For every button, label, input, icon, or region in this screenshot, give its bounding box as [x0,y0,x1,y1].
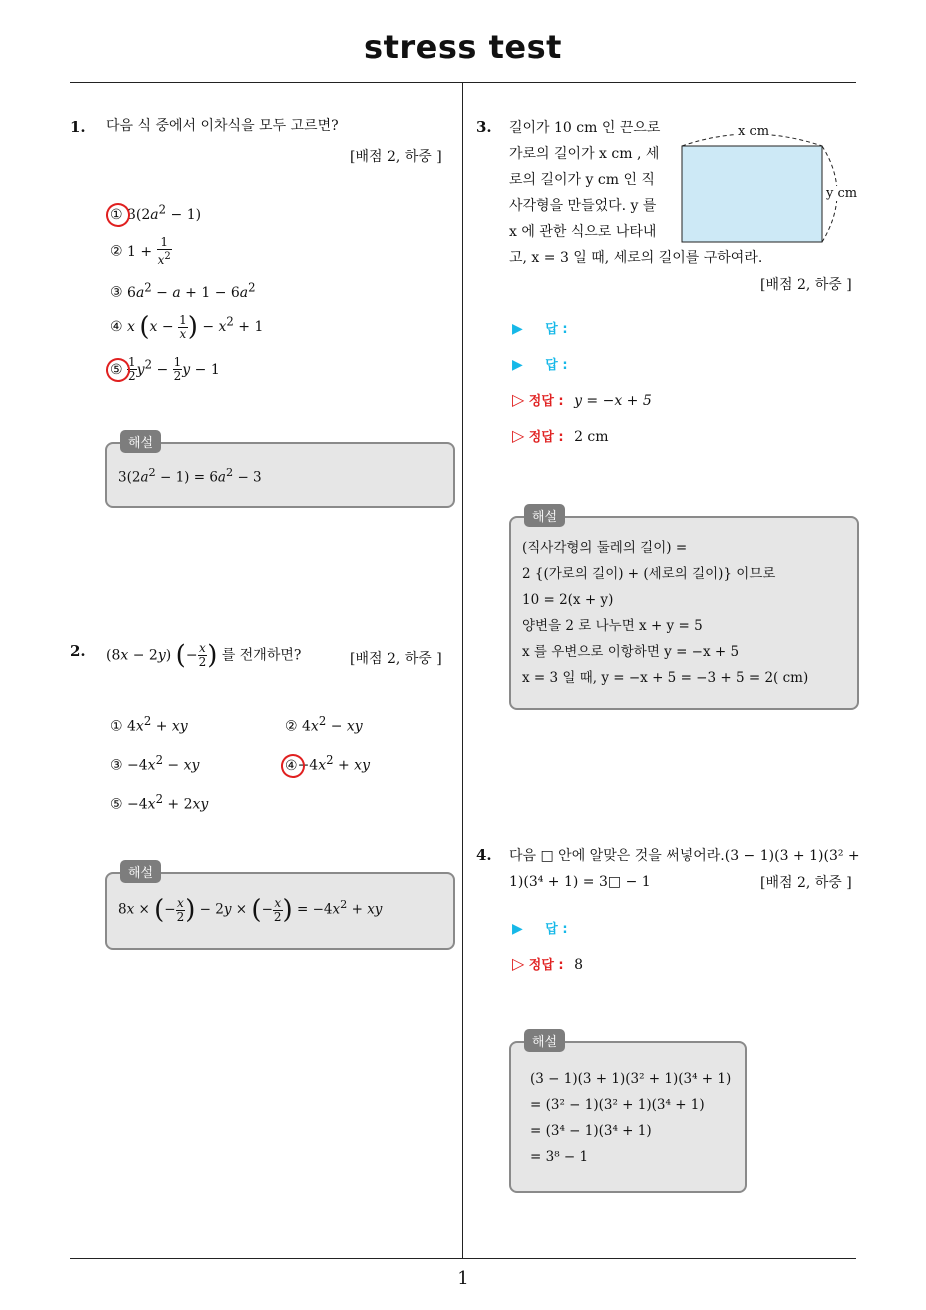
question-line: x 에 관한 식으로 나타내 [509,224,657,240]
solution-tag: 해설 [524,1029,565,1052]
question-expr: (8x − 2y) (− $\frac{x}{2}$ ) 를 전개하면? [106,640,302,671]
choice-2[interactable]: ② 1 + $\frac{1}{x^2}$ [110,235,171,267]
play-icon: ▶ [512,357,523,373]
score-label: [배점 2, 하중 ] [350,651,442,667]
question-line: 길이가 10 cm 인 끈으로 [509,120,661,136]
question-text: 다음 식 중에서 이차식을 모두 고르면? [106,118,339,134]
solution-text: 8x × (− $\frac{x}{2}$ ) − 2y × (− $\frac{x}{2}$ ) = $-4x^2$ + xy [118,895,383,925]
choice-4[interactable]: $④-4x^2$ + xy [285,753,370,774]
solution-line: x = 3 일 때, y = −x + 5 = −3 + 5 = 2( cm) [522,670,809,686]
choice-5[interactable]: ⑤ $-4x^2 + 2xy$ [110,792,209,813]
question-line: 다음 □ 안에 알맞은 것을 써넣어라.(3 − 1)(3 + 1)(3² + [509,848,860,864]
solution-tag: 해설 [524,504,565,527]
play-icon: ▶ [512,321,523,337]
header-rule [70,82,856,83]
page-title: stress test [364,28,562,66]
solution-line: = 3⁸ − 1 [530,1149,589,1165]
correct-answer-row: ▷ 정답 : 2 cm [512,426,609,445]
column-divider [462,83,463,1259]
solution-text: $3(2a^2 - 1) = 6a^2 - 3$ [118,466,262,486]
solution-line: (직사각형의 둘레의 길이) = [522,540,688,556]
solution-line: 10 = 2(x + y) [522,592,614,608]
question-line: 1)(3⁴ + 1) = 3□ − 1 [509,874,651,890]
question-number: 3. [476,118,492,136]
choice-2[interactable]: ② $4x^2$ − xy [285,714,363,735]
play-icon: ▶ [512,921,523,937]
page-number: 1 [457,1268,469,1289]
answer-row[interactable]: ▶ 답 : [512,357,568,373]
triangle-right-icon: ▷ [512,390,525,409]
question-line: 고, x = 3 일 때, 세로의 길이를 구하여라. [509,250,763,266]
answer-row[interactable]: ▶ 답 : [512,321,568,337]
solution-line: (3 − 1)(3 + 1)(3² + 1)(3⁴ + 1) [530,1071,732,1087]
correct-answer-row: ▷ 정답 : 8 [512,954,583,973]
solution-line: x 를 우변으로 이항하면 y = −x + 5 [522,644,740,660]
solution-line: 2 {(가로의 길이) + (세로의 길이)} 이므로 [522,566,776,582]
choice-1[interactable]: ① $3(2a^2 - 1)$ [110,202,201,223]
choice-3[interactable]: ③ $6a^2 - a + 1 - 6a^2$ [110,280,256,301]
selected-mark [278,751,307,780]
selected-mark [103,200,132,229]
score-label: [배점 2, 하중 ] [760,277,852,293]
correct-answer-row: ▷ 정답 : y = −x + 5 [512,390,652,409]
question-number: 1. [70,118,86,136]
height-label: y cm [826,186,858,201]
width-label: x cm [738,124,770,139]
solution-tag: 해설 [120,430,161,453]
question-number: 4. [476,846,492,864]
solution-tag: 해설 [120,860,161,883]
triangle-right-icon: ▷ [512,426,525,445]
solution-line: = (3⁴ − 1)(3⁴ + 1) [530,1123,652,1139]
question-line: 가로의 길이가 x cm , 세 [509,146,660,162]
answer-row[interactable]: ▶ 답 : [512,921,568,937]
footer-rule [70,1258,856,1259]
choice-4[interactable]: ④ x (x − $\frac{1}{x}$ ) − $x^2 + 1$ [110,312,264,342]
score-label: [배점 2, 하중 ] [350,149,442,165]
choice-5[interactable]: ⑤ $\frac{1}{2}$ $y^2$ − $\frac{1}{2}$ y − 1 [110,356,220,383]
solution-line: 양변을 2 로 나누면 x + y = 5 [522,618,703,634]
choice-1[interactable]: ① $4x^2$ + xy [110,714,188,735]
triangle-right-icon: ▷ [512,954,525,973]
choice-3[interactable]: ③ $-4x^2$ − xy [110,753,200,774]
score-label: [배점 2, 하중 ] [760,875,852,891]
question-line: 사각형을 만들었다. y 를 [509,198,657,214]
question-number: 2. [70,642,86,660]
solution-line: = (3² − 1)(3² + 1)(3⁴ + 1) [530,1097,705,1113]
question-line: 로의 길이가 y cm 인 직 [509,172,655,188]
